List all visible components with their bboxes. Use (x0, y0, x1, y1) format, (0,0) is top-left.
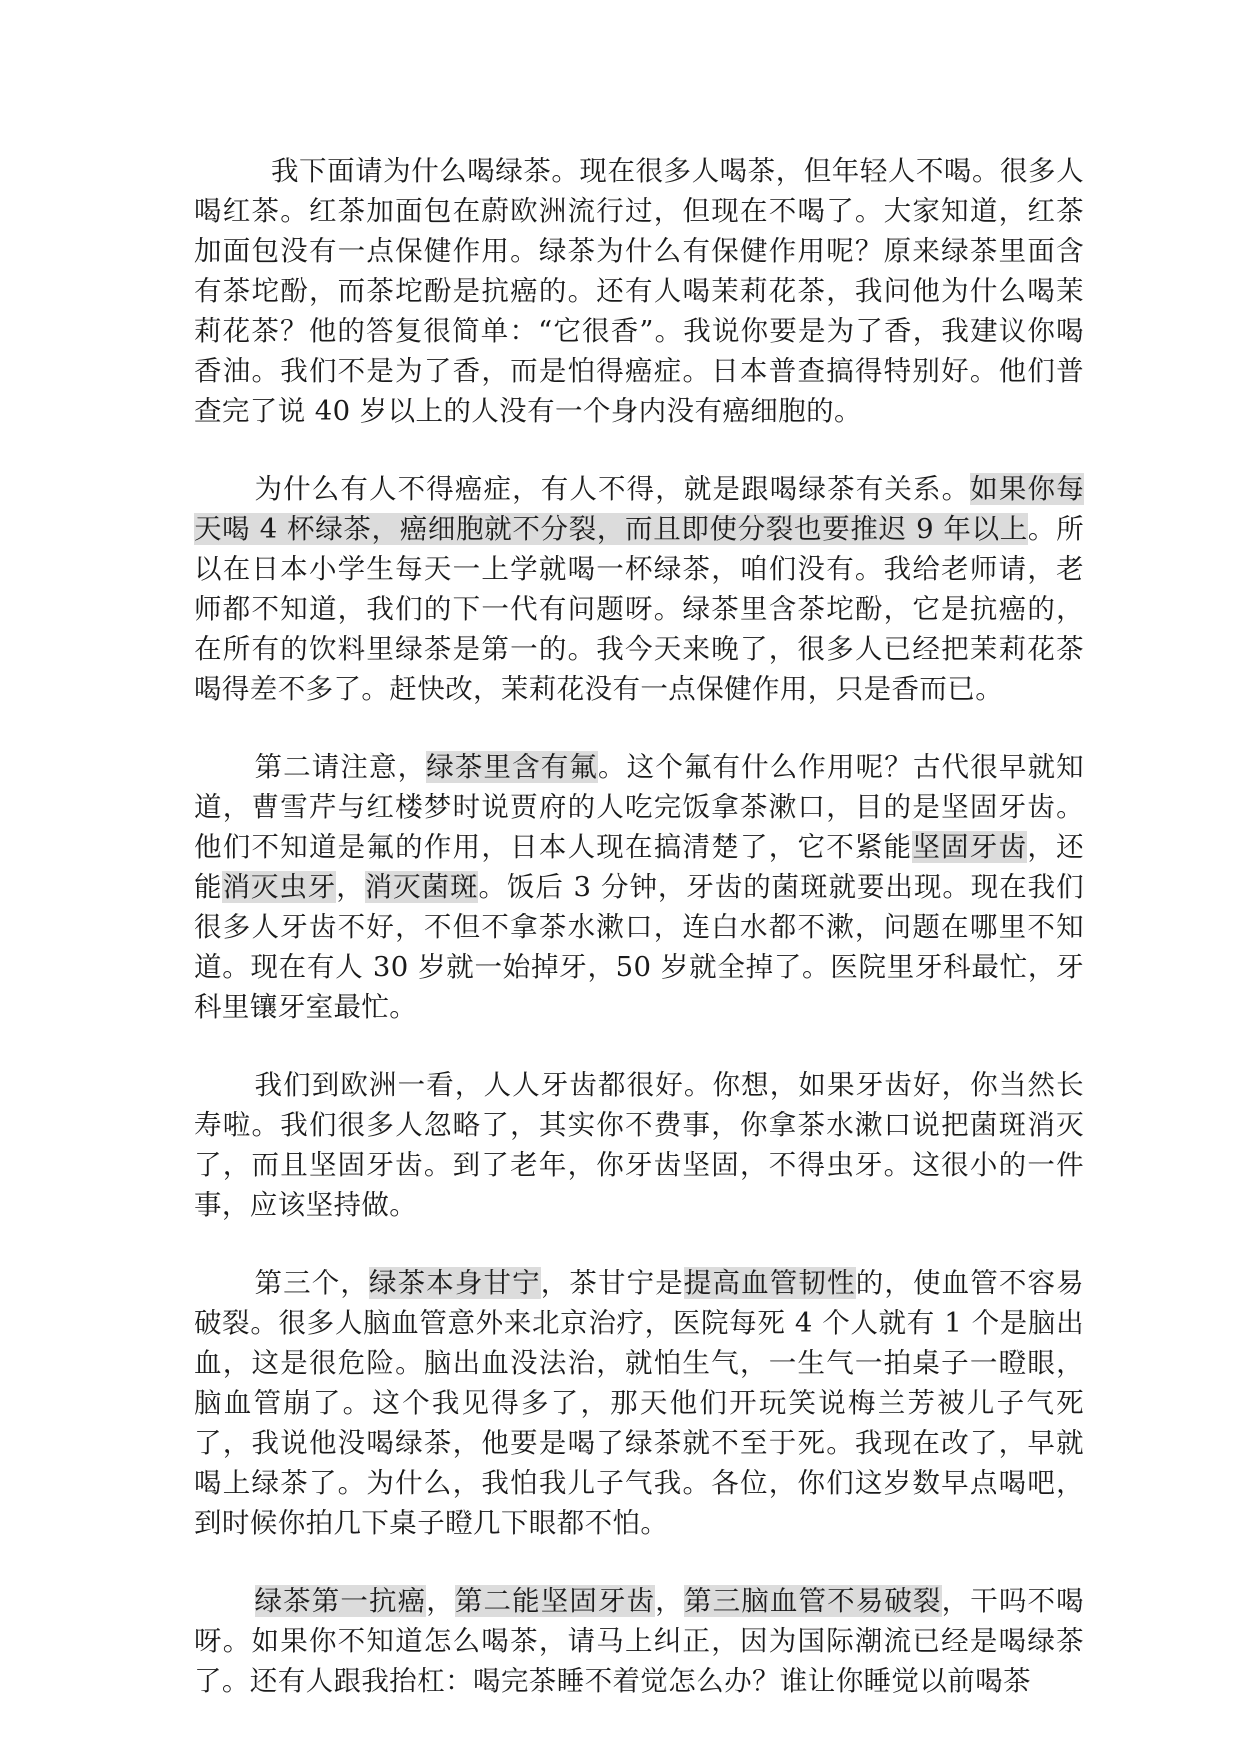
paragraph (194, 469, 1084, 709)
text-segment: 我们到欧洲一看，人人牙齿都很好。你想，如果牙齿好，你当然长寿啦。我们很多人忽略了，其实你不费事，你拿茶水漱口说把菌斑消灭了，而且坚固牙齿。到了老年，你牙齿坚固，不得虫牙。这很小的一件事，应该坚持做。 (194, 1069, 1084, 1221)
text-segment: ，还能 (194, 831, 1084, 903)
highlighted-text: 绿茶里含有氟 (426, 751, 599, 783)
highlighted-text: 第二能坚固牙齿 (454, 1585, 656, 1617)
text-segment: ，干吗不喝呀。如果你不知道怎么喝茶，请马上纠正，因为国际潮流已经是喝绿茶了。还有人跟我抬杠：喝完茶睡不着觉怎么办？谁让你睡觉以前喝茶 (194, 1585, 1085, 1697)
text-segment: 。这个氟有什么作用呢？古代很早就知道，曹雪芹与红楼梦时说贾府的人吃完饭拿茶漱口，目的是坚固牙齿。他们不知道是氟的作用，日本人现在搞清楚了，它不紧能 (194, 751, 1084, 863)
highlighted-text: 消灭菌斑 (364, 871, 479, 903)
text-segment: 我下面请为什么喝绿茶。现在很多人喝茶，但年轻人不喝。很多人喝红茶。红茶加面包在蔚欧洲流行过，但现在不喝了。大家知道，红茶加面包没有一点保健作用。绿茶为什么有保健作用呢？原来绿茶里面含有茶坨酚，而茶坨酚是抗癌的。还有人喝茉莉花茶，我问他为什么喝茉莉花茶？他的答复很简单：“它很香”。我说你要是为了香，我建议你喝香油。我们不是为了香，而是怕得癌症。日本普查搞得特别好。他们普查完了说 40 岁以上的人没有一个身内没有癌细胞的。 (194, 155, 1084, 427)
text-segment: 为什么有人不得癌症，有人不得，就是跟喝绿茶有关系。 (254, 473, 971, 505)
highlighted-text: 坚固牙齿 (912, 831, 1028, 863)
text-segment: ， (426, 1585, 455, 1617)
paragraph (194, 1581, 1084, 1701)
text-segment: ， (336, 871, 365, 903)
text-segment: ，茶甘宁是 (540, 1267, 684, 1299)
paragraph (194, 1065, 1084, 1225)
paragraph (194, 1263, 1084, 1543)
paragraph (194, 747, 1084, 1027)
text-segment: ， (655, 1585, 684, 1617)
text-segment: 。饭后 3 分钟，牙齿的菌斑就要出现。现在我们很多人牙齿不好，不但不拿茶水漱口，连白水都不漱，问题在哪里不知道。现在有人 30 岁就一始掉牙，50 岁就全掉了。医院里牙科最忙，牙科里镶牙室最忙。 (194, 871, 1084, 1023)
text-segment: 第二请注意， (254, 751, 427, 783)
paragraph (194, 151, 1084, 431)
highlighted-text: 消灭虫牙 (222, 871, 337, 903)
text-segment: 第三个， (254, 1267, 370, 1299)
highlighted-text: 绿茶第一抗癌 (254, 1585, 427, 1617)
text-segment: 。所以在日本小学生每天一上学就喝一杯绿茶，咱们没有。我给老师请，老师都不知道，我们的下一代有问题呀。绿茶里含茶坨酚，它是抗癌的，在所有的饮料里绿茶是第一的。我今天来晚了，很多人已经把茉莉花茶喝得差不多了。赶快改，茉莉花没有一点保健作用，只是香而已。 (194, 513, 1084, 705)
highlighted-text: 第三脑血管不易破裂 (683, 1585, 942, 1617)
text-segment: 的，使血管不容易破裂。很多人脑血管意外来北京治疗，医院每死 4 个人就有 1 个是脑出血，这是很危险。脑出血没法治，就怕生气，一生气一拍桌子一瞪眼，脑血管崩了。这个我见得多了，那天他们开玩笑说梅兰芳被儿子气死了，我说他没喝绿茶，他要是喝了绿茶就不至于死。我现在改了，早就喝上绿茶了。为什么，我怕我儿子气我。各位，你们这岁数早点喝吧，到时候你拍几下桌子瞪几下眼都不怕。 (194, 1267, 1084, 1539)
highlighted-text: 提高血管韧性 (683, 1267, 856, 1299)
document-body (194, 151, 1084, 1701)
highlighted-text: 如果你每天喝 4 杯绿茶，癌细胞就不分裂，而且即使分裂也要推迟 9 年以上 (194, 473, 1085, 545)
highlighted-text: 绿茶本身甘宁 (369, 1267, 541, 1299)
